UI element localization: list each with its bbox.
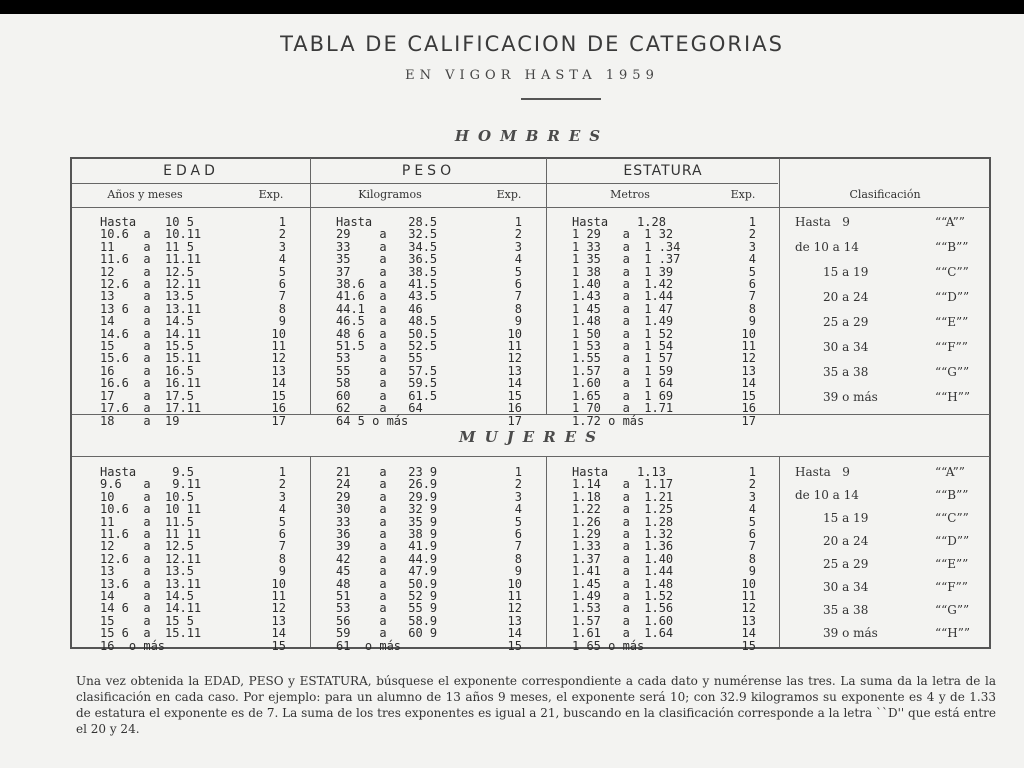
hombres-estatura_exp-row: 1: [748, 215, 756, 229]
mujeres-edad_exp-row: 5: [278, 514, 286, 529]
hombres-clasificacion-letter: ““D””: [935, 290, 970, 304]
hombres-edad-row: 16.6 a 16.11: [100, 376, 202, 391]
mujeres-peso_exp-row: 15: [507, 638, 522, 653]
hombres-estatura-row: 1 45 a 1 47: [572, 301, 674, 316]
mujeres-estatura-row: Hasta 1.13: [572, 465, 666, 479]
mujeres-peso_exp-row: 10: [507, 576, 522, 591]
hombres-edad_exp-row: 4: [278, 252, 286, 267]
mujeres-clasificacion-letter: ““B””: [935, 488, 969, 502]
section-divider-bottom: [72, 456, 990, 457]
hombres-edad-row: 13 6 a 13.11: [100, 301, 202, 316]
hombres-edad-row: 12 a 12.5: [100, 264, 194, 279]
hombres-estatura_exp-row: 14: [741, 376, 756, 391]
hombres-estatura-row: 1 35 a 1 .37: [572, 252, 681, 267]
hombres-edad_exp-row: 1: [278, 215, 286, 229]
hombres-estatura_exp-row: 4: [748, 252, 756, 267]
mujeres-edad-row: 9.6 a 9.11: [100, 477, 202, 492]
mujeres-estatura_exp-row: 7: [748, 539, 756, 554]
mujeres-peso-row: 59 a 60 9: [336, 626, 438, 641]
mujeres-edad-row: 11 a 11.5: [100, 514, 194, 529]
header-divider: [72, 183, 778, 184]
mujeres-estatura-exp-col: [732, 466, 756, 652]
hombres-peso_exp-row: 11: [507, 339, 522, 354]
hombres-estatura_exp-row: 3: [748, 239, 756, 254]
hombres-estatura_exp-row: 15: [741, 388, 756, 403]
mujeres-peso-row: 61 o más: [336, 638, 402, 653]
mujeres-peso_exp-row: 14: [507, 626, 522, 641]
sub-estatura-exp: Exp.: [730, 188, 756, 201]
hombres-edad_exp-row: 12: [271, 351, 286, 366]
hombres-clasificacion-letter: ““A””: [935, 215, 965, 229]
hombres-peso-row: 44.1 a 46: [336, 301, 423, 316]
col-divider-6: [779, 456, 780, 647]
col-divider-2: [546, 158, 547, 414]
hombres-peso_exp-row: 2: [514, 227, 522, 242]
hombres-edad_exp-row: 2: [278, 227, 286, 242]
mujeres-estatura_exp-row: 13: [741, 613, 756, 628]
hombres-estatura_exp-row: 16: [741, 401, 756, 416]
hombres-clasificacion-range: 35 a 38: [823, 365, 869, 379]
hombres-peso-col: [336, 216, 437, 427]
mujeres-edad_exp-row: 13: [271, 613, 286, 628]
mujeres-estatura-row: 1.26 a 1.28: [572, 514, 674, 529]
hombres-peso_exp-row: 6: [514, 277, 522, 292]
mujeres-estatura-row: 1.49 a 1.52: [572, 589, 674, 604]
hombres-clasificacion-range: 25 a 29: [823, 315, 869, 329]
mujeres-estatura-row: 1.37 a 1.40: [572, 551, 674, 566]
mujeres-clasificacion-range: 20 a 24: [823, 534, 869, 548]
hombres-estatura_exp-row: 8: [748, 301, 756, 316]
hombres-estatura-row: 1 53 a 1 54: [572, 339, 674, 354]
mujeres-edad_exp-row: 12: [271, 601, 286, 616]
title-rule: [521, 98, 601, 100]
hombres-edad-row: 12.6 a 12.11: [100, 277, 202, 292]
hombres-peso-row: Hasta 28.5: [336, 215, 438, 229]
header-edad: EDAD: [163, 163, 219, 179]
mujeres-clasificacion-letter: ““C””: [935, 511, 969, 525]
header-peso: PESO: [401, 163, 456, 179]
mujeres-estatura-row: 1.18 a 1.21: [572, 489, 674, 504]
mujeres-edad_exp-row: 1: [278, 465, 286, 479]
mujeres-edad-row: 13.6 a 13.11: [100, 576, 202, 591]
mujeres-estatura_exp-row: 4: [748, 502, 756, 517]
sub-estatura: Metros: [610, 188, 650, 201]
mujeres-estatura_exp-row: 10: [741, 576, 756, 591]
mujeres-estatura_exp-row: 12: [741, 601, 756, 616]
mujeres-estatura_exp-row: 8: [748, 551, 756, 566]
hombres-estatura-row: 1.60 a 1 64: [572, 376, 674, 391]
hombres-estatura-row: 1.40 a 1.42: [572, 277, 674, 292]
hombres-edad-row: 17.6 a 17.11: [100, 401, 202, 416]
hombres-estatura-row: 1 29 a 1 32: [572, 227, 674, 242]
mujeres-peso_exp-row: 11: [507, 589, 522, 604]
mujeres-peso-row: 24 a 26.9: [336, 477, 438, 492]
mujeres-estatura-row: 1.45 a 1.48: [572, 576, 674, 591]
hombres-estatura_exp-row: 5: [748, 264, 756, 279]
mujeres-estatura-col: [572, 466, 673, 652]
hombres-edad_exp-row: 5: [278, 264, 286, 279]
hombres-edad_exp-row: 8: [278, 301, 286, 316]
hombres-edad-row: 17 a 17.5: [100, 388, 194, 403]
hombres-peso_exp-row: 1: [514, 215, 522, 229]
col-divider-1: [310, 158, 311, 414]
hombres-edad_exp-row: 9: [278, 314, 286, 329]
mujeres-clasificacion-range: 39 o más: [823, 626, 878, 640]
mujeres-peso_exp-row: 8: [514, 551, 522, 566]
hombres-estatura_exp-row: 6: [748, 277, 756, 292]
document-title: TABLA DE CALIFICACION DE CATEGORIAS: [280, 32, 784, 56]
mujeres-peso-row: 33 a 35 9: [336, 514, 438, 529]
hombres-clasificacion-range: 20 a 24: [823, 290, 869, 304]
mujeres-peso_exp-row: 7: [514, 539, 522, 554]
mujeres-estatura-row: 1.22 a 1.25: [572, 502, 674, 517]
mujeres-clasificacion-letter: ““A””: [935, 465, 965, 479]
hombres-edad_exp-row: 16: [271, 401, 286, 416]
hombres-estatura-row: 1 33 a 1 .34: [572, 239, 681, 254]
mujeres-estatura_exp-row: 15: [741, 638, 756, 653]
hombres-edad-row: 13 a 13.5: [100, 289, 194, 304]
hombres-peso_exp-row: 15: [507, 388, 522, 403]
hombres-peso_exp-row: 5: [514, 264, 522, 279]
mujeres-edad_exp-row: 7: [278, 539, 286, 554]
mujeres-estatura-row: 1.57 a 1.60: [572, 613, 674, 628]
mujeres-peso_exp-row: 1: [514, 465, 522, 479]
hombres-edad-row: 14 a 14.5: [100, 314, 194, 329]
hombres-clasificacion-letter: ““E””: [935, 315, 969, 329]
hombres-peso_exp-row: 13: [507, 363, 522, 378]
hombres-estatura-exp-col: [732, 216, 756, 427]
hombres-clasificacion-range: 39 o más: [823, 390, 878, 404]
hombres-edad-exp-col: [262, 216, 286, 427]
mujeres-clasificacion-range: 30 a 34: [823, 580, 869, 594]
document-subtitle: EN VIGOR HASTA 1959: [405, 68, 659, 83]
mujeres-peso-exp-col: [498, 466, 522, 652]
mujeres-edad_exp-row: 4: [278, 502, 286, 517]
hombres-peso_exp-row: 3: [514, 239, 522, 254]
hombres-peso-row: 55 a 57.5: [336, 363, 438, 378]
sub-clasificacion: Clasificación: [849, 188, 921, 201]
col-divider-4: [310, 456, 311, 647]
mujeres-edad_exp-row: 10: [271, 576, 286, 591]
mujeres-peso-row: 36 a 38 9: [336, 527, 438, 542]
hombres-estatura-row: 1.55 a 1 57: [572, 351, 674, 366]
mujeres-estatura-row: 1.29 a 1.32: [572, 527, 674, 542]
mujeres-peso-row: 53 a 55 9: [336, 601, 438, 616]
hombres-estatura_exp-row: 17: [741, 413, 756, 428]
mujeres-clasificacion-range: 35 a 38: [823, 603, 869, 617]
mujeres-clasificacion-range: de 10 a 14: [795, 488, 859, 502]
hombres-edad_exp-row: 3: [278, 239, 286, 254]
mujeres-edad-row: 10.6 a 10 11: [100, 502, 202, 517]
mujeres-estatura_exp-row: 3: [748, 489, 756, 504]
mujeres-edad-col: [100, 466, 201, 652]
hombres-edad-row: 16 a 16.5: [100, 363, 194, 378]
mujeres-clasificacion-range: Hasta 9: [795, 465, 850, 479]
mujeres-edad-row: 11.6 a 11 11: [100, 527, 202, 542]
mujeres-clasificacion-letter: ““H””: [935, 626, 971, 640]
mujeres-peso_exp-row: 3: [514, 489, 522, 504]
hombres-estatura_exp-row: 9: [748, 314, 756, 329]
mujeres-estatura-row: 1 65 o más: [572, 638, 645, 653]
mujeres-edad-row: 12.6 a 12.11: [100, 551, 202, 566]
mujeres-peso-row: 21 a 23 9: [336, 465, 438, 479]
hombres-estatura-col: [572, 216, 680, 427]
hombres-estatura-row: 1.65 a 1 69: [572, 388, 674, 403]
subheader-divider: [72, 207, 990, 208]
mujeres-edad_exp-row: 2: [278, 477, 286, 492]
top-black-bar: [0, 0, 1024, 14]
hombres-edad_exp-row: 17: [271, 413, 286, 428]
hombres-peso_exp-row: 10: [507, 326, 522, 341]
hombres-estatura-row: 1 38 a 1 39: [572, 264, 674, 279]
section-hombres-label: HOMBRES: [454, 127, 610, 145]
section-mujeres-label: MUJERES: [459, 428, 605, 446]
mujeres-edad-row: 15 6 a 15.11: [100, 626, 202, 641]
hombres-peso-row: 60 a 61.5: [336, 388, 438, 403]
section-divider-top: [72, 414, 990, 415]
hombres-estatura_exp-row: 7: [748, 289, 756, 304]
mujeres-clasificacion-letter: ““E””: [935, 557, 969, 571]
mujeres-estatura_exp-row: 11: [741, 589, 756, 604]
hombres-edad-row: 18 a 19: [100, 413, 180, 428]
mujeres-peso-row: 45 a 47.9: [336, 564, 438, 579]
mujeres-clasificacion-range: 25 a 29: [823, 557, 869, 571]
mujeres-peso-row: 39 a 41.9: [336, 539, 438, 554]
hombres-peso_exp-row: 7: [514, 289, 522, 304]
mujeres-edad-row: 10 a 10.5: [100, 489, 194, 504]
mujeres-peso_exp-row: 4: [514, 502, 522, 517]
hombres-estatura_exp-row: 2: [748, 227, 756, 242]
mujeres-peso_exp-row: 5: [514, 514, 522, 529]
hombres-estatura-row: 1.48 a 1.49: [572, 314, 674, 329]
hombres-edad_exp-row: 10: [271, 326, 286, 341]
hombres-clasificacion-range: Hasta 9: [795, 215, 850, 229]
mujeres-edad-row: 15 a 15 5: [100, 613, 194, 628]
mujeres-peso_exp-row: 13: [507, 613, 522, 628]
hombres-estatura-row: 1.57 a 1 59: [572, 363, 674, 378]
sub-edad: Años y meses: [107, 188, 183, 201]
mujeres-estatura_exp-row: 2: [748, 477, 756, 492]
hombres-estatura_exp-row: 10: [741, 326, 756, 341]
hombres-clasificacion-letter: ““H””: [935, 390, 971, 404]
mujeres-edad_exp-row: 6: [278, 527, 286, 542]
hombres-clasificacion-letter: ““G””: [935, 365, 970, 379]
hombres-estatura-row: 1 50 a 1 52: [572, 326, 674, 341]
hombres-estatura_exp-row: 11: [741, 339, 756, 354]
hombres-clasificacion-letter: ““B””: [935, 240, 969, 254]
hombres-peso-exp-col: [498, 216, 522, 427]
mujeres-clasificacion-letter: ““G””: [935, 603, 970, 617]
hombres-peso-row: 41.6 a 43.5: [336, 289, 438, 304]
mujeres-edad-row: 13 a 13.5: [100, 564, 194, 579]
mujeres-edad-row: 12 a 12.5: [100, 539, 194, 554]
mujeres-estatura_exp-row: 6: [748, 527, 756, 542]
mujeres-estatura-row: 1.33 a 1.36: [572, 539, 674, 554]
hombres-peso-row: 46.5 a 48.5: [336, 314, 438, 329]
mujeres-peso-row: 29 a 29.9: [336, 489, 438, 504]
hombres-peso-row: 33 a 34.5: [336, 239, 438, 254]
hombres-estatura-row: Hasta 1.28: [572, 215, 666, 229]
hombres-estatura_exp-row: 13: [741, 363, 756, 378]
hombres-edad-row: 14.6 a 14.11: [100, 326, 202, 341]
hombres-edad-row: 10.6 a 10.11: [100, 227, 202, 242]
sub-peso-exp: Exp.: [496, 188, 522, 201]
hombres-peso-row: 29 a 32.5: [336, 227, 438, 242]
mujeres-edad-row: 14 6 a 14.11: [100, 601, 202, 616]
mujeres-edad_exp-row: 3: [278, 489, 286, 504]
mujeres-edad-exp-col: [262, 466, 286, 652]
mujeres-estatura-row: 1.14 a 1.17: [572, 477, 674, 492]
mujeres-estatura_exp-row: 9: [748, 564, 756, 579]
mujeres-peso-row: 48 a 50.9: [336, 576, 438, 591]
hombres-peso_exp-row: 17: [507, 413, 522, 428]
header-estatura: ESTATURA: [623, 163, 703, 179]
mujeres-peso-row: 56 a 58.9: [336, 613, 438, 628]
hombres-peso-row: 64 5 o más: [336, 413, 409, 428]
hombres-edad-row: 15 a 15.5: [100, 339, 194, 354]
mujeres-estatura_exp-row: 14: [741, 626, 756, 641]
mujeres-estatura-row: 1.53 a 1.56: [572, 601, 674, 616]
hombres-estatura-row: 1.72 o más: [572, 413, 645, 428]
mujeres-edad-row: 16 o más: [100, 638, 166, 653]
hombres-peso_exp-row: 12: [507, 351, 522, 366]
mujeres-edad_exp-row: 8: [278, 551, 286, 566]
mujeres-peso-col: [336, 466, 437, 652]
hombres-edad-row: 11.6 a 11.11: [100, 252, 202, 267]
hombres-edad-row: 15.6 a 15.11: [100, 351, 202, 366]
hombres-peso_exp-row: 9: [514, 314, 522, 329]
mujeres-clasificacion-letter: ““D””: [935, 534, 970, 548]
mujeres-clasificacion-letter: ““F””: [935, 580, 968, 594]
mujeres-peso_exp-row: 2: [514, 477, 522, 492]
hombres-estatura_exp-row: 12: [741, 351, 756, 366]
hombres-peso_exp-row: 4: [514, 252, 522, 267]
hombres-edad_exp-row: 11: [271, 339, 286, 354]
hombres-estatura-row: 1 70 a 1.71: [572, 401, 674, 416]
hombres-peso-row: 53 a 55: [336, 351, 423, 366]
hombres-peso-row: 35 a 36.5: [336, 252, 438, 267]
hombres-peso_exp-row: 14: [507, 376, 522, 391]
sub-edad-exp: Exp.: [258, 188, 284, 201]
hombres-clasificacion-letter: ““F””: [935, 340, 968, 354]
hombres-edad-col: [100, 216, 201, 427]
mujeres-estatura-row: 1.61 a 1.64: [572, 626, 674, 641]
mujeres-peso-row: 30 a 32 9: [336, 502, 438, 517]
hombres-edad_exp-row: 6: [278, 277, 286, 292]
hombres-peso-row: 62 a 64: [336, 401, 423, 416]
mujeres-edad_exp-row: 11: [271, 589, 286, 604]
hombres-peso-row: 51.5 a 52.5: [336, 339, 438, 354]
hombres-peso_exp-row: 16: [507, 401, 522, 416]
mujeres-edad-row: Hasta 9.5: [100, 465, 194, 479]
hombres-peso-row: 48 6 a 50.5: [336, 326, 438, 341]
hombres-clasificacion-letter: ““C””: [935, 265, 969, 279]
hombres-edad-row: 11 a 11 5: [100, 239, 194, 254]
col-divider-5: [546, 456, 547, 647]
hombres-clasificacion-range: 15 a 19: [823, 265, 869, 279]
hombres-estatura-row: 1.43 a 1.44: [572, 289, 674, 304]
sub-peso: Kilogramos: [358, 188, 422, 201]
mujeres-estatura_exp-row: 1: [748, 465, 756, 479]
hombres-edad_exp-row: 7: [278, 289, 286, 304]
hombres-edad_exp-row: 14: [271, 376, 286, 391]
mujeres-edad_exp-row: 9: [278, 564, 286, 579]
mujeres-peso-row: 51 a 52 9: [336, 589, 438, 604]
hombres-edad_exp-row: 15: [271, 388, 286, 403]
mujeres-peso-row: 42 a 44.9: [336, 551, 438, 566]
mujeres-edad_exp-row: 14: [271, 626, 286, 641]
hombres-peso-row: 38.6 a 41.5: [336, 277, 438, 292]
footer-explanation: Una vez obtenida la EDAD, PESO y ESTATURA, búsquese el exponente correspondiente a cada dato y numérense las tres. La suma da la letra de la clasificación en cada caso. Por ejemplo: para un alumno de 13 años 9 meses, el exponente será 10; con 32.9 kilogramos su exponente es 4 y de 1.33 de estatura el exponente es de 7. La suma de los tres exponentes es igual a 21, buscando en la clasificación corresponde a la letra ``D'' que está entre el 20 y 24.: [76, 674, 996, 736]
mujeres-peso_exp-row: 12: [507, 601, 522, 616]
mujeres-estatura_exp-row: 5: [748, 514, 756, 529]
mujeres-edad-row: 14 a 14.5: [100, 589, 194, 604]
hombres-edad_exp-row: 13: [271, 363, 286, 378]
mujeres-peso_exp-row: 6: [514, 527, 522, 542]
mujeres-edad_exp-row: 15: [271, 638, 286, 653]
hombres-clasificacion-range: de 10 a 14: [795, 240, 859, 254]
hombres-peso-row: 58 a 59.5: [336, 376, 438, 391]
mujeres-estatura-row: 1.41 a 1.44: [572, 564, 674, 579]
hombres-edad-row: Hasta 10 5: [100, 215, 194, 229]
hombres-peso_exp-row: 8: [514, 301, 522, 316]
hombres-clasificacion-range: 30 a 34: [823, 340, 869, 354]
mujeres-clasificacion-range: 15 a 19: [823, 511, 869, 525]
hombres-peso-row: 37 a 38.5: [336, 264, 438, 279]
mujeres-peso_exp-row: 9: [514, 564, 522, 579]
